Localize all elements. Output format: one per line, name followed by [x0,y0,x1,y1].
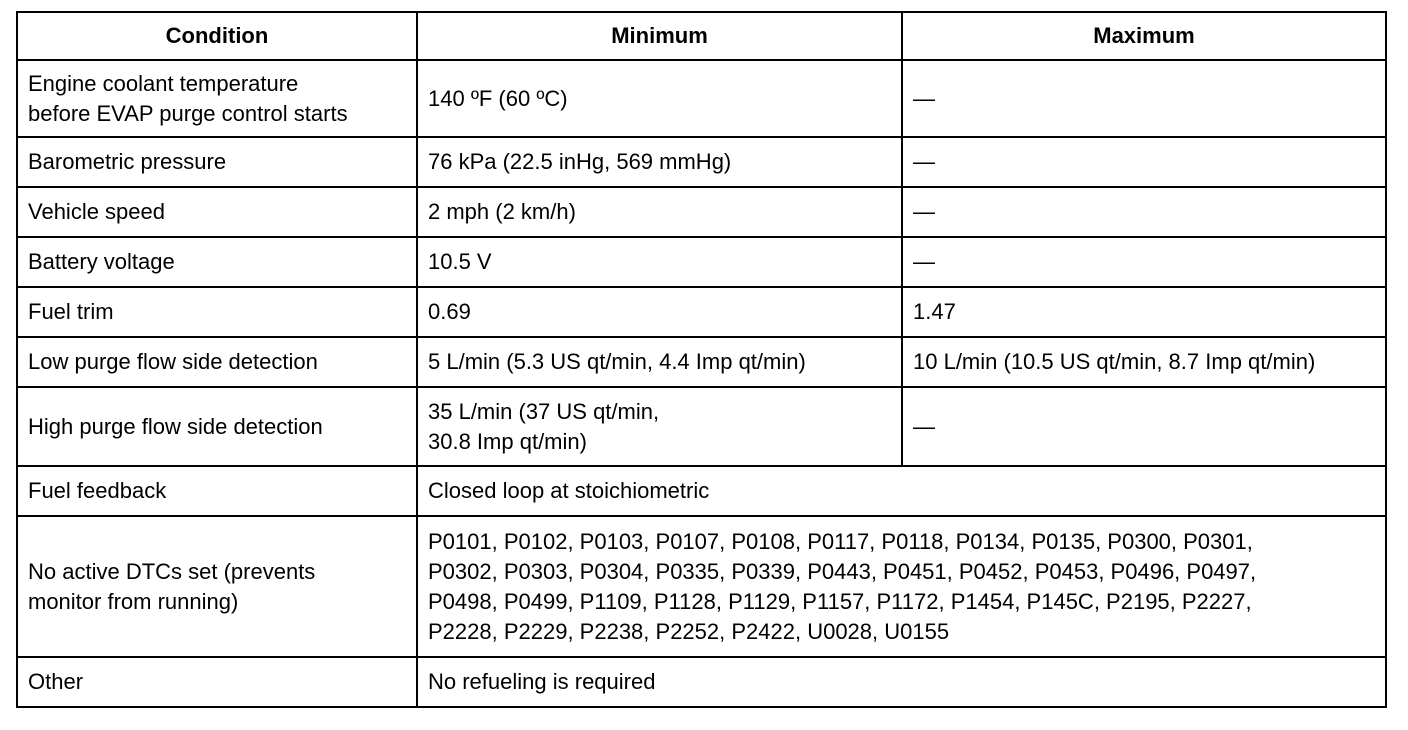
condition-cell: Vehicle speed [17,187,417,237]
condition-cell: Fuel feedback [17,466,417,516]
minimum-cell: 10.5 V [417,237,902,287]
maximum-cell: — [902,137,1386,187]
minimum-cell: 5 L/min (5.3 US qt/min, 4.4 Imp qt/min) [417,337,902,387]
maximum-cell: 10 L/min (10.5 US qt/min, 8.7 Imp qt/min) [902,337,1386,387]
condition-cell: No active DTCs set (prevents monitor from running) [17,516,417,657]
condition-cell: Battery voltage [17,237,417,287]
maximum-cell: — [902,187,1386,237]
conditions-table [16,11,1387,708]
condition-cell: Barometric pressure [17,137,417,187]
table-row [17,466,1386,516]
condition-cell: Low purge flow side detection [17,337,417,387]
value-cell: Closed loop at stoichiometric [417,466,1386,516]
maximum-cell: — [902,387,1386,466]
table-row [17,137,1386,187]
dtc-list-cell: P0101, P0102, P0103, P0107, P0108, P0117, P0118, P0134, P0135, P0300, P0301, P0302, P0303, P0304, P0335, P0339, P0443, P0451, P0452, P0453, P0496, P0497, P0498, P0499, P1109, P1128, P1129, P1157, P1172, P1454, P145C, P2195, P2227, P2228, P2229, P2238, P2252, P2422, U0028, U0155 [417,516,1386,657]
header-maximum: Maximum [902,12,1386,60]
table-row [17,657,1386,707]
table-row [17,287,1386,337]
condition-cell: Fuel trim [17,287,417,337]
minimum-cell: 35 L/min (37 US qt/min, 30.8 Imp qt/min) [417,387,902,466]
minimum-cell: 140 ºF (60 ºC) [417,60,902,137]
table-row [17,516,1386,657]
minimum-cell: 76 kPa (22.5 inHg, 569 mmHg) [417,137,902,187]
value-cell: No refueling is required [417,657,1386,707]
table-row [17,237,1386,287]
condition-cell: Other [17,657,417,707]
condition-cell: High purge flow side detection [17,387,417,466]
maximum-cell: 1.47 [902,287,1386,337]
header-minimum: Minimum [417,12,902,60]
maximum-cell: — [902,60,1386,137]
minimum-cell: 2 mph (2 km/h) [417,187,902,237]
table-row [17,337,1386,387]
header-condition: Condition [17,12,417,60]
table-row [17,387,1386,466]
table-header-row [17,12,1386,60]
table-row [17,187,1386,237]
maximum-cell: — [902,237,1386,287]
table-row [17,60,1386,137]
condition-cell: Engine coolant temperature before EVAP purge control starts [17,60,417,137]
minimum-cell: 0.69 [417,287,902,337]
